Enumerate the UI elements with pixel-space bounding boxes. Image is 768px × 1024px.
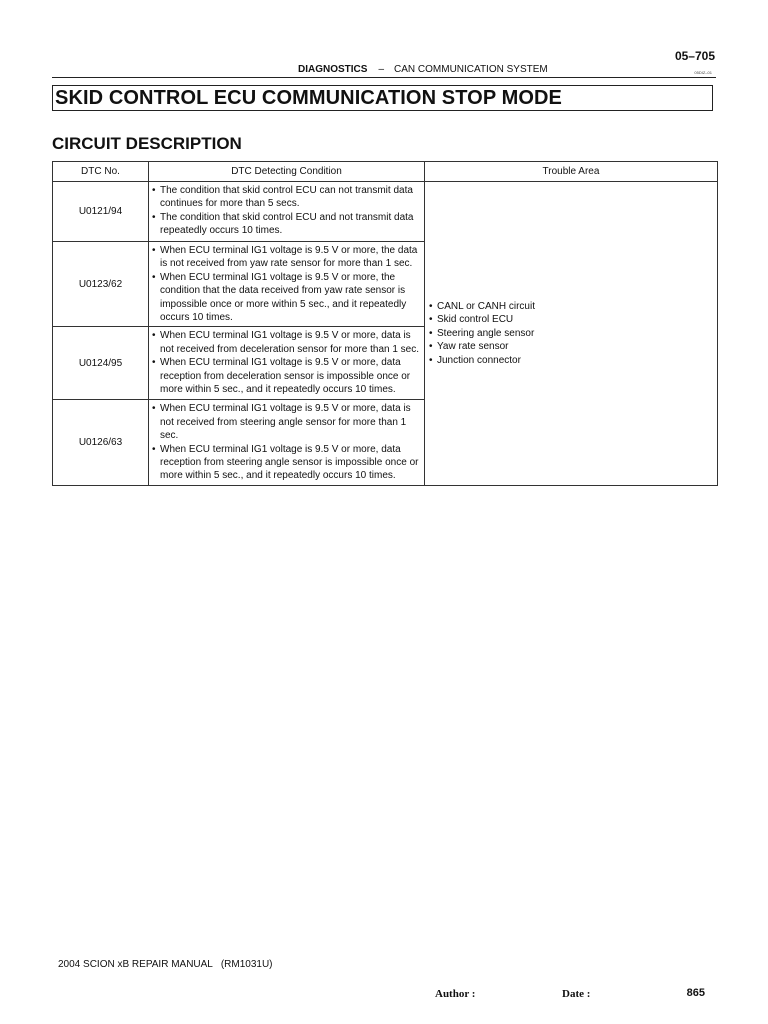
dtc-condition [149,182,425,242]
condition-item: • When ECU terminal IG1 voltage is 9.5 V or more, data is not received from deceleration sensor for more than 1 sec. [152,329,420,356]
header-subsection: CAN COMMUNICATION SYSTEM [394,64,548,75]
trouble-area [425,182,718,486]
column-header-trouble-area: Trouble Area [425,162,718,182]
section-title: CIRCUIT DESCRIPTION [52,134,242,153]
header-separator: – [378,64,385,75]
trouble-area-item: • Junction connector [429,354,713,367]
column-header-condition: DTC Detecting Condition [149,162,425,182]
condition-item: • When ECU terminal IG1 voltage is 9.5 V or more, the condition that the data received from yaw rate sensor is impossible once or more within 5 sec., and it repeatedly occurs 10 times. [152,271,420,325]
dtc-code: U0124/95 [53,327,149,400]
header-divider [52,77,716,78]
condition-item: • When ECU terminal IG1 voltage is 9.5 V or more, data reception from deceleration sensor is impossible once or more within 5 sec., and it repeatedly occurs 10 times. [152,356,420,396]
document-code: 05DIZ–01 [694,70,712,75]
date-label: Date : [562,988,591,1000]
dtc-code: U0126/63 [53,400,149,485]
dtc-code: U0121/94 [53,182,149,242]
condition-item: • When ECU terminal IG1 voltage is 9.5 V or more, data is not received from steering angle sensor for more than 1 sec. [152,402,420,442]
header-section: DIAGNOSTICS [298,64,368,75]
trouble-area-item: • Skid control ECU [429,313,713,326]
page-section-number: 05–705 [674,49,715,63]
dtc-condition [149,327,425,400]
condition-item: • The condition that skid control ECU and not transmit data repeatedly occurs 10 times. [152,211,420,238]
trouble-area-item: • CANL or CANH circuit [429,300,713,313]
column-header-dtc-no: DTC No. [53,162,149,182]
trouble-area-item: • Steering angle sensor [429,327,713,340]
dtc-table [52,161,718,486]
trouble-area-item: • Yaw rate sensor [429,340,713,353]
dtc-code: U0123/62 [53,242,149,327]
condition-item: • When ECU terminal IG1 voltage is 9.5 V or more, data reception from steering angle sensor is impossible once or more within 5 sec., and it repeatedly occurs 10 times. [152,443,420,483]
condition-item: • When ECU terminal IG1 voltage is 9.5 V or more, the data is not received from yaw rate sensor for more than 1 sec. [152,244,420,271]
dtc-condition [149,242,425,327]
page-title: SKID CONTROL ECU COMMUNICATION STOP MODE [55,87,562,109]
running-header [298,64,548,75]
manual-footer: 2004 SCION xB REPAIR MANUAL (RM1031U) [58,959,273,970]
table-row [53,182,718,242]
footer-page-number: 865 [686,987,705,999]
table-header-row [53,162,718,182]
page-title-box [52,85,713,111]
condition-item: • The condition that skid control ECU can not transmit data continues for more than 5 secs. [152,184,420,211]
author-label: Author : [435,988,476,1000]
dtc-condition [149,400,425,485]
